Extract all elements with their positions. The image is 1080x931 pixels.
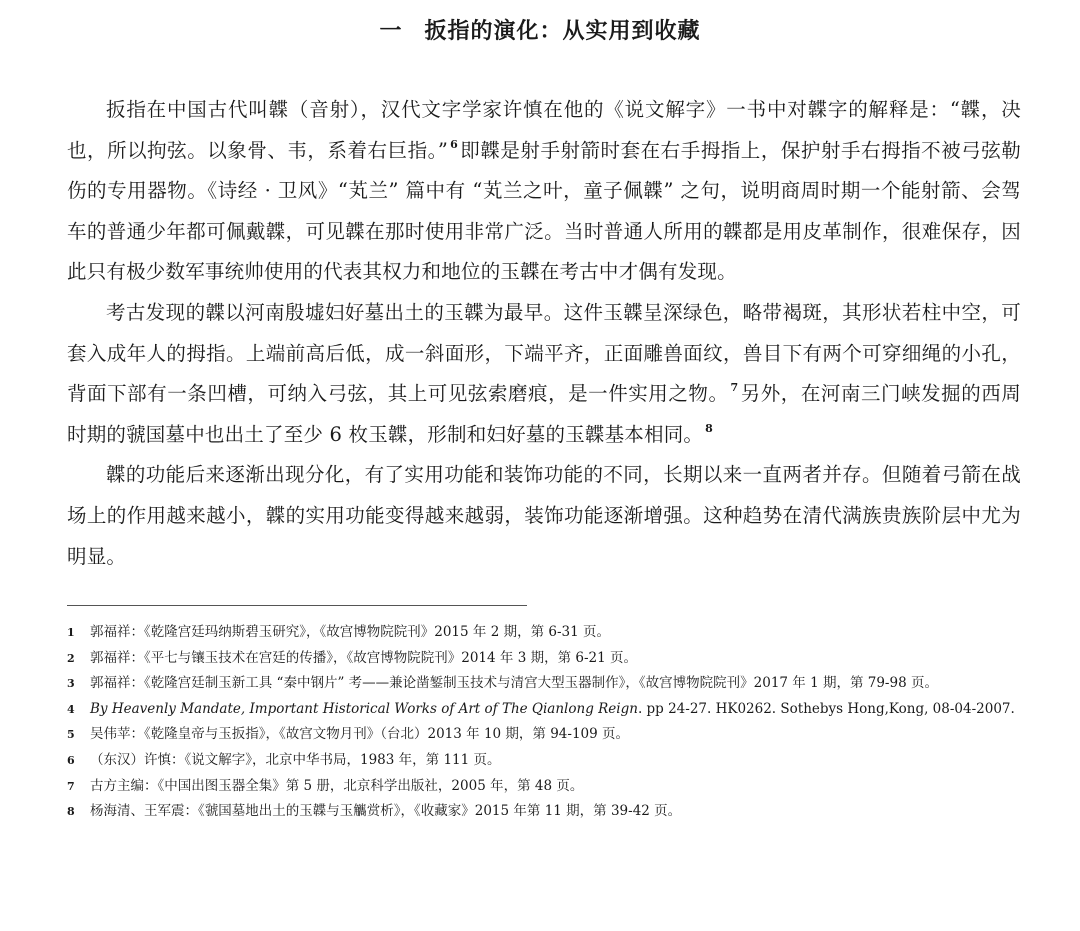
footnote-number: 2 (67, 651, 75, 665)
footnote-number: 7 (67, 779, 75, 793)
footnote-text: 杨海清、王军震：《虢国墓地出土的玉韘与玉觿赏析》，《收藏家》2015 年第 11 期，第 39-42 页。 (90, 803, 682, 820)
footnote-item (67, 722, 1057, 748)
footnote-text: . pp 24-27. HK0262. Sothebys Hong,Kong, 08-04-2007. (637, 700, 1015, 717)
footnote-ref-7[interactable]: 7 (730, 381, 739, 395)
footnote-number: 5 (67, 728, 75, 742)
footnote-number: 6 (67, 753, 75, 767)
footnote-number: 1 (67, 626, 75, 639)
footnote-divider (67, 605, 527, 606)
footnote-number: 3 (67, 677, 75, 691)
paragraph-1-part-1: 扳指在中国古代叫韘（音射），汉代文字学家许慎在他的《说文解字》一书中对韘字的解释是：“韘，决也，所以拘弦。以象骨、韦，系着右巨指。” (67, 98, 1021, 162)
paragraph-1-part-2: 即韘是射手射箭时套在右手拇指上，保护射手右拇指不被弓弦勒伤的专用器物。《诗经 · 卫风》“芄兰” 篇中有 “芄兰之叶，童子佩韘” 之句，说明商周时期一个能射箭、会驾车的普通少年都可佩戴韘，可见韘在那时使用非常广泛。当时普通人所用的韘都是用皮革制作，很难保存，因此只有极少数军事统帅使用的代表其权力和地位的玉韘在考古中才偶有发现。 (67, 138, 1021, 284)
footnote-text: 古方主编：《中国出图玉器全集》第 5 册，北京科学出版社，2005 年，第 48 页。 (90, 777, 584, 794)
footnote-number: 8 (67, 805, 75, 819)
paragraph-2 (67, 293, 1021, 455)
footnote-item (67, 620, 1057, 646)
chapter-title (0, 14, 1080, 48)
paragraph-3-text: 韘的功能后来逐渐出现分化，有了实用功能和装饰功能的不同，长期以来一直两者并存。但随着弓箭在战场上的作用越来越小，韘的实用功能变得越来越弱，装饰功能逐渐增强。这种趋势在清代满族贵族阶层中尤为明显。 (67, 463, 1021, 568)
footnote-text: 郭福祥：《平七与镶玉技术在宫廷的传播》，《故宫博物院院刊》2014 年 3 期，第 6-21 页。 (90, 649, 637, 666)
footnote-number: 4 (67, 702, 75, 716)
footnote-text: 郭福祥：《乾隆宫廷玛纳斯碧玉研究》，《故宫博物院院刊》2015 年 2 期，第 6-31 页。 (90, 624, 610, 640)
body-text (67, 90, 1021, 577)
footnote-text: 吴伟苹：《乾隆皇帝与玉扳指》，《故宫文物月刊》（台北）2013 年 10 期，第 94-109 页。 (90, 726, 629, 743)
footnote-item (67, 646, 1057, 672)
chapter-title-text: 扳指的演化：从实用到收藏 (424, 18, 701, 44)
footnote-text: 郭福祥：《乾隆宫廷制玉新工具 “秦中钢片” 考——兼论凿錾制玉技术与清宫大型玉器制作》，《故宫博物院院刊》2017 年 1 期，第 79-98 页。 (90, 675, 938, 692)
footnote-item (67, 774, 1057, 800)
paragraph-2-part-1: 考古发现的韘以河南殷墟妇好墓出土的玉韘为最早。这件玉韘呈深绿色，略带褐斑，其形状若柱中空，可套入成年人的拇指。上端前高后低，成一斜面形，下端平齐，正面雕兽面纹，兽目下有两个可穿细绳的小孔，背面下部有一条凹槽，可纳入弓弦，其上可见弦索磨痕，是一件实用之物。 (67, 300, 1021, 406)
paragraph-1 (67, 90, 1021, 293)
footnote-item (67, 697, 1057, 723)
paragraph-3 (67, 455, 1021, 577)
footnote-item (67, 799, 1057, 825)
footnote-list (67, 620, 1057, 825)
footnote-text: （东汉）许慎：《说文解字》，北京中华书局，1983 年，第 111 页。 (90, 751, 501, 768)
paragraph-2-part-2: 另外，在河南三门峡发掘的西周时期的虢国墓中也出土了至少 6 枚玉韘，形制和妇好墓的玉韘基本相同。 (67, 382, 1021, 446)
footnote-item (67, 671, 1057, 697)
footnote-item (67, 748, 1057, 774)
footnote-ref-6[interactable]: 6 (450, 137, 458, 151)
chapter-number: 一 (379, 18, 403, 44)
footnote-book-title: By Heavenly Mandate, Important Historical Works of Art of The Qianlong Reign (90, 700, 638, 717)
footnote-ref-8[interactable]: 8 (705, 421, 713, 435)
